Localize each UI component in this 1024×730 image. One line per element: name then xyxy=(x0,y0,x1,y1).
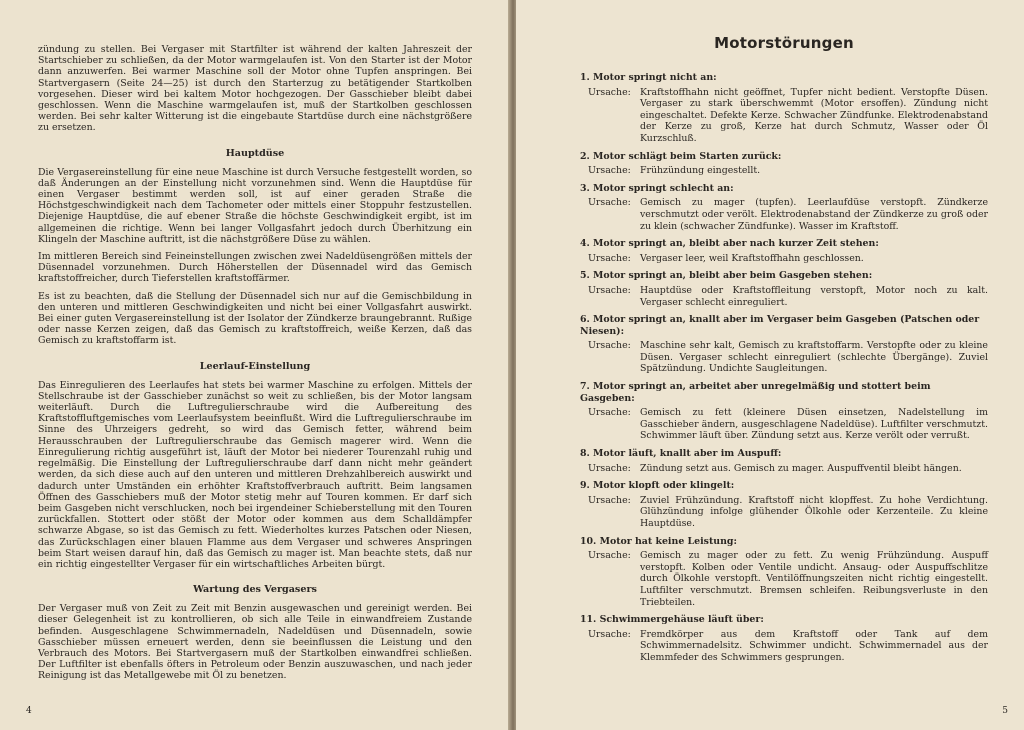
item-heading: 8. Motor läuft, knallt aber im Auspuff: xyxy=(580,448,782,460)
list-item xyxy=(580,151,988,177)
cause-text: Zündung setzt aus. Gemisch zu mager. Auspuffventil bleibt hängen. xyxy=(640,462,962,474)
paragraph: Im mittleren Bereich sind Feineinstellungen zwischen zwei Nadeldüsengrößen mittels der Düsennadel vorzunehmen. Durch Höherstellen der Düsennadel wird das Gemisch kraftstoffreicher, durch Tieferstellen kraftstoffärmer. xyxy=(38,251,472,285)
page-number: 4 xyxy=(26,706,32,716)
list-item xyxy=(580,183,988,232)
item-heading: 4. Motor springt an, bleibt aber nach kurzer Zeit stehen: xyxy=(580,238,879,250)
item-heading: 5. Motor springt an, bleibt aber beim Gasgeben stehen: xyxy=(580,270,873,282)
cause-label: Ursache: xyxy=(588,462,631,474)
paragraph: Der Vergaser muß von Zeit zu Zeit mit Benzin ausgewaschen und gereinigt werden. Bei dieser Gelegenheit ist zu kontrollieren, ob sich alle Teile in einwandfreiem Zustande befinden. Ausgeschlagene Schwimmernadeln, Nadeldüsen und Düsennadeln, sowie Gasschieber müssen erneuert werden, denn sie beeinflussen die Leistung und den Verbrauch des Motors. Bei Startvergasern muß der Startkolben einwandfrei schließen. Der Luftfilter ist ebenfalls öfters in Petroleum oder Benzin auszuwaschen, und nach jeder Reinigung ist das Metallgewebe mit Öl zu benetzen. xyxy=(38,603,472,682)
left-page xyxy=(0,0,510,730)
item-heading: 7. Motor springt an, arbeitet aber unregelmäßig und stottert beim Gasgeben: xyxy=(580,381,931,404)
list-item xyxy=(580,614,988,663)
section-hauptduese xyxy=(38,148,472,347)
item-heading: 2. Motor schlägt beim Starten zurück: xyxy=(580,150,782,162)
section-heading: Leerlauf-Einstellung xyxy=(199,360,311,372)
cause-row xyxy=(580,87,988,145)
cause-label: Ursache: xyxy=(588,86,631,98)
cause-label: Ursache: xyxy=(588,284,631,296)
item-heading: 6. Motor springt an, knallt aber im Vergaser beim Gasgeben (Patschen oder Niesen): xyxy=(580,314,980,337)
intro-paragraph: zündung zu stellen. Bei Vergaser mit Startfilter ist während der kalten Jahreszeit der Startschieber zu schließen, da der Motor warmgelaufen ist. Von den Starter ist der Motor dann anzuwerfen. Bei warmer Maschine soll der Motor ohne Tupfen anspringen. Bei Startvergasern (Seite 24—25) ist durch den Starterzug zu betätigender Startkolben vorgesehen. Dieser wird bei kaltem Motor hochgezogen. Der Gasschieber bleibt dabei geschlossen. Wenn die Maschine warmgelaufen ist, muß der Startkolben geschlossen werden. Bei sehr kalter Witterung ist die eingebaute Startdüse durch eine nächstgrößere zu ersetzen. xyxy=(38,44,472,134)
cause-row xyxy=(580,197,988,232)
list-item xyxy=(580,314,988,375)
paragraph: Die Vergasereinstellung für eine neue Maschine ist durch Versuche festgestellt worden, so daß Änderungen an der Einstellung nicht vorzunehmen sind. Wenn die Hauptdüse für einen Vergaser bestimmt werden soll, ist auf einer geraden Straße die Höchstgeschwindigkeit nach dem Tachometer oder mittels einer Stoppuhr festzustellen. Diejenige Hauptdüse, die auf ebener Straße die höchste Geschwindigkeit ergibt, ist im allgemeinen die richtige. Wenn bei langer Vollgasfahrt jedoch durch Überhitzung ein Klingeln der Maschine auftritt, ist die nächstgrößere Düse zu wählen. xyxy=(38,166,472,245)
list-item xyxy=(580,536,988,609)
cause-row xyxy=(580,463,988,475)
cause-text: Vergaser leer, weil Kraftstoffhahn geschlossen. xyxy=(640,252,864,264)
cause-label: Ursache: xyxy=(588,340,631,352)
list-item xyxy=(580,448,988,474)
cause-text: Hauptdüse oder Kraftstoffleitung verstopft, Motor noch zu kalt. Vergaser schlecht einreguliert. xyxy=(640,284,988,308)
cause-text: Gemisch zu fett (kleinere Düsen einsetzen, Nadelstellung im Gasschieber ändern, ausgeschlagene Nadeldüse). Luftfilter verschmutzt. Schwimmer läuft über. Zündung setzt aus. Kerze verölt oder verrußt. xyxy=(640,407,988,442)
cause-text: Gemisch zu mager oder zu fett. Zu wenig Frühzündung. Auspuff verstopft. Kolben oder Ventile undicht. Ansaug- oder Auspuffschlitze durch Ölkohle verstopft. Ventilöffnungszeiten nicht richtig eingestellt. Luftfilter verschmutzt. Bremsen schleifen. Reibungsverluste in den Triebteilen. xyxy=(640,550,988,608)
right-page xyxy=(516,0,1024,730)
section-heading: Wartung des Vergasers xyxy=(193,584,317,596)
paragraph: Es ist zu beachten, daß die Stellung der Düsennadel sich nur auf die Gemischbildung in den unteren und mittleren Geschwindigkeiten und nicht bei einer Vollgasfahrt auswirkt. Bei einer guten Vergasereinstellung ist der Isolator der Zündkerze braungebrannt. Rußige oder nasse Kerzen zeigen, daß das Gemisch zu kraftstoffreich, weiße Kerzen, daß das Gemisch zu kraftstoffarm ist. xyxy=(38,290,472,347)
cause-text: Fremdkörper aus dem Kraftstoff oder Tank auf dem Schwimmernadelsitz. Schwimmer undicht. Schwimmernadel aus der Klemmfeder des Schwimmers gesprungen. xyxy=(640,628,988,663)
cause-text: Kraftstoffhahn nicht geöffnet, Tupfer nicht bedient. Verstopfte Düsen. Vergaser zu stark überschwemmt (Motor ersoffen). Zündung nicht eingeschaltet. Defekte Kerze. Schwacher Zündfunke. Elektrodenabstand der Kerze zu groß, Kerze hat durch Schmutz, Wasser oder Öl Kurzschluß. xyxy=(640,86,988,144)
cause-row xyxy=(580,165,988,177)
item-heading: 1. Motor springt nicht an: xyxy=(580,72,717,83)
cause-row xyxy=(580,495,988,530)
cause-label: Ursache: xyxy=(588,628,631,640)
item-heading: 3. Motor springt schlecht an: xyxy=(580,182,734,194)
cause-row xyxy=(580,407,988,442)
cause-label: Ursache: xyxy=(588,550,631,562)
page-title: Motorstörungen xyxy=(714,34,854,52)
cause-label: Ursache: xyxy=(588,197,631,209)
cause-label: Ursache: xyxy=(588,407,631,419)
list-item xyxy=(580,72,988,145)
cause-label: Ursache: xyxy=(588,252,631,264)
item-heading: 9. Motor klopft oder klingelt: xyxy=(580,480,735,492)
page-number: 5 xyxy=(1002,706,1008,716)
paragraph: Das Einregulieren des Leerlaufes hat stets bei warmer Maschine zu erfolgen. Mittels der Stellschraube ist der Gasschieber zunächst so weit zu schließen, bis der Motor langsam weiterläuft. Durch die Luftregulierschraube wird die Aufbereitung des Kraftstoffluftgemisches vom Leerlaufsystem beeinflußt. Wird die Luftregulierschraube im Sinne des Uhrzeigers gedreht, so wird das Gemisch fetter, während beim Herausschrauben der Luftregulierschraube das Gemisch magerer wird. Wenn die Einregulierung richtig ausgeführt ist, läuft der Motor bei niederer Tourenzahl ruhig und regelmäßig. Die Einstellung der Luftregulierschraube darf dann nicht mehr geändert werden, da sich diese auch auf den unteren und mittleren Drehzahlbereich auswirkt und dadurch unter Umständen ein erhöhter Kraftstoffverbrauch auftritt. Beim langsamen Öffnen des Gasschiebers muß der Motor stetig mehr auf Touren kommen. Er darf sich beim Gasgeben nicht verschlucken, noch bei irgendeiner Schieberstellung mit den Touren zurückfallen. Stottert oder stößt der Motor oder kommen aus dem Schalldämpfer schwarze Abgase, so ist das Gemisch zu fett. Wiederholtes kurzes Patschen oder Niesen, das Zurückschlagen einer blauen Flamme aus dem Vergaser und schweres Anspringen beim Start weisen darauf hin, daß das Gemisch zu mager ist. Man beachte stets, daß nur ein richtig eingestellter Vergaser für ein wirtschaftliches Arbeiten bürgt. xyxy=(38,379,472,570)
section-heading: Hauptdüse xyxy=(225,147,285,159)
item-heading: 11. Schwimmergehäuse läuft über: xyxy=(580,614,764,626)
cause-row xyxy=(580,629,988,664)
cause-text: Gemisch zu mager (tupfen). Leerlaufdüse verstopft. Zündkerze verschmutzt oder verölt. Elektrodenabstand der Zündkerze zu groß oder zu klein (schwacher Zündfunke). Wasser im Kraftstoff. xyxy=(640,197,988,232)
list-item xyxy=(580,381,988,442)
list-item xyxy=(580,480,988,529)
list-item xyxy=(580,238,988,264)
list-item xyxy=(580,270,988,308)
cause-text: Frühzündung eingestellt. xyxy=(640,165,761,177)
cause-label: Ursache: xyxy=(588,165,631,177)
item-heading: 10. Motor hat keine Leistung: xyxy=(580,535,737,547)
trouble-list xyxy=(580,72,988,664)
cause-row xyxy=(580,253,988,265)
section-wartung xyxy=(38,584,472,681)
cause-row xyxy=(580,340,988,375)
cause-row xyxy=(580,285,988,308)
cause-row xyxy=(580,550,988,608)
cause-text: Zuviel Frühzündung. Kraftstoff nicht klopffest. Zu hohe Verdichtung. Glühzündung infolge glühender Ölkohle oder Kerzenteile. Zu kleine Hauptdüse. xyxy=(640,494,988,529)
cause-text: Maschine sehr kalt, Gemisch zu kraftstoffarm. Verstopfte oder zu kleine Düsen. Vergaser schlecht einreguliert (schlechte Übergänge). Zuviel Spätzündung. Undichte Saugleitungen. xyxy=(640,340,988,375)
section-leerlauf xyxy=(38,361,472,570)
cause-label: Ursache: xyxy=(588,494,631,506)
